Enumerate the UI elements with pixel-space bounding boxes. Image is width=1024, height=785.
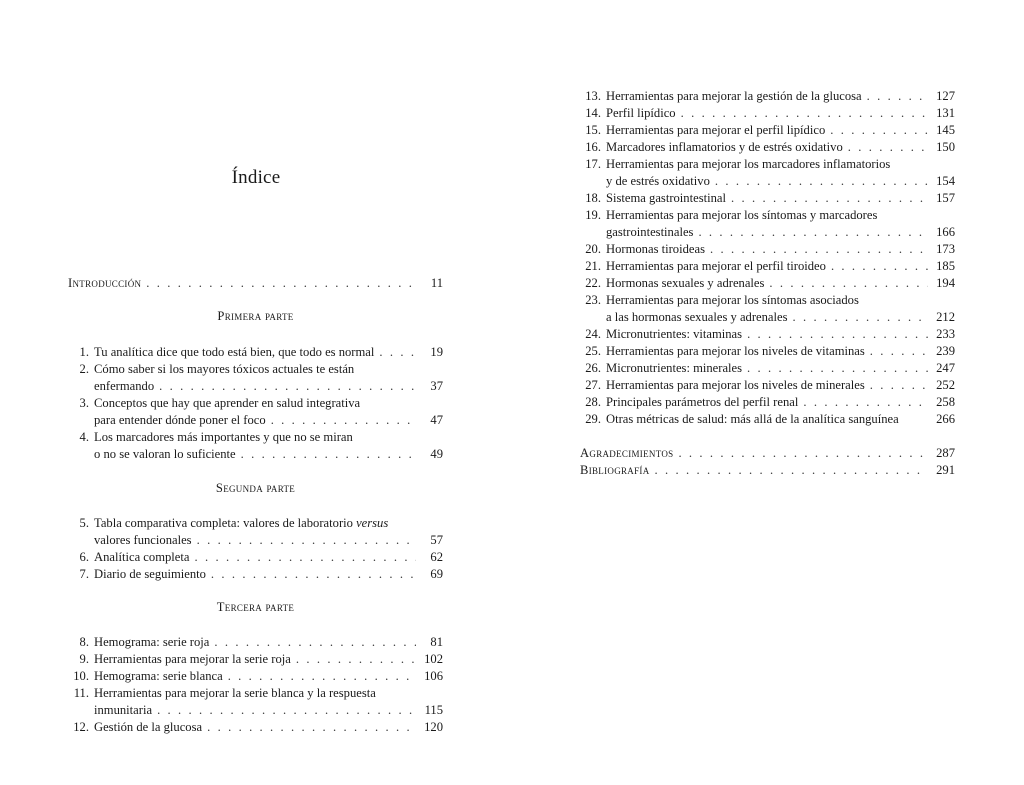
toc-entry-page: 131: [936, 106, 955, 120]
toc-entry-continuation[interactable]: [580, 224, 955, 241]
toc-entry-page: 239: [936, 344, 955, 358]
leader-dots: [146, 275, 416, 292]
toc-entry-continuation[interactable]: [580, 309, 955, 326]
toc-entry-label: Marcadores inflamatorios y de estrés oxidativo: [606, 140, 843, 154]
toc-entry-label: Micronutrientes: vitaminas: [606, 327, 743, 341]
leader-dots: [747, 326, 928, 343]
toc-section-tercera: [68, 634, 443, 736]
toc-entry-number: 23.: [585, 293, 601, 307]
toc-entry[interactable]: [580, 105, 955, 122]
toc-entry-continuation[interactable]: [68, 532, 443, 549]
leader-dots: [831, 258, 928, 275]
toc-entry-number: 20.: [585, 242, 601, 256]
toc-entry[interactable]: [68, 668, 443, 685]
toc-entry-page: 157: [936, 191, 955, 205]
toc-entry-label: valores funcionales: [94, 533, 192, 547]
toc-entry[interactable]: [68, 566, 443, 583]
toc-entry-label: inmunitaria: [94, 703, 153, 717]
toc-entry[interactable]: [580, 275, 955, 292]
leader-dots: [867, 88, 928, 105]
toc-entry[interactable]: [68, 685, 443, 702]
toc-entry-number: 7.: [79, 567, 89, 581]
toc-entry-label: Herramientas para mejorar los niveles de vitaminas: [606, 344, 865, 358]
toc-entry-label: Herramientas para mejorar la serie blanca y la respuesta: [94, 686, 376, 700]
toc-entry-agradecimientos[interactable]: [580, 445, 955, 462]
toc-entry-continuation[interactable]: [68, 412, 443, 429]
toc-entry-continuation[interactable]: [68, 446, 443, 463]
toc-entry-page: 247: [936, 361, 955, 375]
toc-entry-label: Herramientas para mejorar la serie roja: [94, 652, 291, 666]
toc-intro: [68, 275, 443, 292]
toc-entry-page: 194: [936, 276, 955, 290]
toc-entry-page: 287: [936, 446, 955, 460]
toc-entry-number: 25.: [585, 344, 601, 358]
toc-entry-label: Hemograma: serie roja: [94, 635, 210, 649]
toc-entry[interactable]: [580, 411, 955, 428]
leader-dots: [271, 412, 416, 429]
leader-dots: [681, 105, 928, 122]
toc-entry-label: Herramientas para mejorar los síntomas y marcadores: [606, 208, 878, 222]
leader-dots: [731, 190, 928, 207]
leader-dots: [194, 549, 416, 566]
part-heading-segunda: Segunda parte: [215, 481, 296, 495]
toc-entry-page: 291: [936, 463, 955, 477]
toc-entry[interactable]: [580, 343, 955, 360]
toc-entry-page: 145: [936, 123, 955, 137]
toc-entry-number: 12.: [73, 720, 89, 734]
toc-entry-number: 13.: [585, 89, 601, 103]
leader-dots: [769, 275, 928, 292]
toc-entry-page: 19: [430, 345, 443, 359]
toc-entry-label: enfermando: [94, 379, 155, 393]
toc-entry-number: 17.: [585, 157, 601, 171]
toc-entry-label: Hormonas sexuales y adrenales: [606, 276, 765, 290]
toc-entry-label: Sistema gastrointestinal: [606, 191, 726, 205]
toc-entry[interactable]: [580, 122, 955, 139]
leader-dots: [655, 462, 929, 479]
toc-entry[interactable]: [580, 207, 955, 224]
leader-dots: [241, 446, 416, 463]
leader-dots: [159, 378, 416, 395]
toc-entry[interactable]: [68, 429, 443, 446]
toc-section-primera: [68, 344, 443, 463]
toc-entry-page: 266: [936, 412, 955, 426]
toc-entry-label: a las hormonas sexuales y adrenales: [606, 310, 788, 324]
toc-entry-label: Hemograma: serie blanca: [94, 669, 223, 683]
toc-entry-label: Principales parámetros del perfil renal: [606, 395, 799, 409]
toc-entry-number: 5.: [79, 516, 89, 530]
toc-entry-page: 233: [936, 327, 955, 341]
toc-entry-continuation[interactable]: [68, 378, 443, 395]
toc-entry-number: 8.: [79, 635, 89, 649]
toc-entry-number: 9.: [79, 652, 89, 666]
toc-entry-label: Diario de seguimiento: [94, 567, 206, 581]
toc-entry[interactable]: [68, 515, 443, 532]
toc-right-page: [580, 88, 955, 479]
toc-entry-number: 14.: [585, 106, 601, 120]
toc-entry-bibliografia[interactable]: [580, 462, 955, 479]
toc-entry[interactable]: [580, 258, 955, 275]
toc-entry-label: Introducción: [68, 276, 142, 290]
leader-dots: [157, 702, 416, 719]
toc-entry[interactable]: [68, 395, 443, 412]
toc-entry-label: Otras métricas de salud: más allá de la analítica sanguínea: [606, 412, 899, 426]
toc-entry-label: Conceptos que hay que aprender en salud integrativa: [94, 396, 361, 410]
toc-entry-number: 27.: [585, 378, 601, 392]
part-heading-tercera: Tercera parte: [216, 600, 295, 614]
toc-entry[interactable]: [68, 719, 443, 736]
toc-entry-page: 252: [936, 378, 955, 392]
toc-entry-page: 127: [936, 89, 955, 103]
toc-entry-page: 173: [936, 242, 955, 256]
toc-entry[interactable]: [580, 88, 955, 105]
toc-entry-number: 16.: [585, 140, 601, 154]
leader-dots: [296, 651, 416, 668]
toc-entry-label: para entender dónde poner el foco: [94, 413, 266, 427]
toc-entry-number: 28.: [585, 395, 601, 409]
toc-entry-label: y de estrés oxidativo: [606, 174, 710, 188]
toc-entry-label: Herramientas para mejorar el perfil tiroideo: [606, 259, 826, 273]
leader-dots: [803, 394, 928, 411]
toc-entry[interactable]: [580, 139, 955, 156]
toc-entry-page: 166: [936, 225, 955, 239]
leader-dots: [379, 344, 416, 361]
toc-entry-page: 47: [430, 413, 443, 427]
toc-entry-page: 258: [936, 395, 955, 409]
toc-entry-number: 22.: [585, 276, 601, 290]
toc-entry-page: 106: [424, 669, 443, 683]
toc-entry[interactable]: [580, 360, 955, 377]
toc-entry-label: Agradecimientos: [580, 446, 674, 460]
toc-entry-page: 49: [430, 447, 443, 461]
toc-entry-page: 81: [430, 635, 443, 649]
toc-entry-page: 62: [430, 550, 443, 564]
leader-dots: [211, 566, 416, 583]
toc-entry-label: o no se valoran lo suficiente: [94, 447, 236, 461]
toc-entry-label: Micronutrientes: minerales: [606, 361, 743, 375]
leader-dots: [870, 377, 928, 394]
toc-entry-label: Cómo saber si los mayores tóxicos actuales te están: [94, 362, 355, 376]
toc-entry[interactable]: [580, 377, 955, 394]
toc-entry-label: Tabla comparativa completa: valores de laboratorio versus: [94, 516, 389, 530]
toc-entry-number: 10.: [73, 669, 89, 683]
toc-entry-label: Analítica completa: [94, 550, 190, 564]
leader-dots: [197, 532, 416, 549]
leader-dots: [870, 343, 928, 360]
toc-entry-label: Los marcadores más importantes y que no se miran: [94, 430, 353, 444]
toc-section-segunda: [68, 515, 443, 583]
toc-entry[interactable]: [580, 292, 955, 309]
toc-entry[interactable]: [580, 156, 955, 173]
toc-entry-number: 4.: [79, 430, 89, 444]
leader-dots: [678, 445, 928, 462]
toc-entry-label: Hormonas tiroideas: [606, 242, 705, 256]
toc-entry-continuation[interactable]: [580, 173, 955, 190]
toc-entry-page: 69: [430, 567, 443, 581]
toc-entry-number: 11.: [73, 686, 89, 700]
page-title: Índice: [231, 167, 281, 188]
leader-dots: [228, 668, 416, 685]
toc-entry-page: 102: [424, 652, 443, 666]
toc-entry[interactable]: [68, 275, 443, 292]
toc-entry-page: 120: [424, 720, 443, 734]
toc-entry[interactable]: [68, 344, 443, 361]
toc-entry-number: 21.: [585, 259, 601, 273]
toc-entry-page: 57: [430, 533, 443, 547]
leader-dots: [698, 224, 928, 241]
toc-entry-label: Herramientas para mejorar los marcadores inflamatorios: [606, 157, 891, 171]
toc-entry[interactable]: [580, 190, 955, 207]
toc-entry-page: 150: [936, 140, 955, 154]
toc-entry[interactable]: [68, 651, 443, 668]
toc-entry-number: 15.: [585, 123, 601, 137]
leader-dots: [710, 241, 928, 258]
leader-dots: [830, 122, 928, 139]
toc-entry-number: 18.: [585, 191, 601, 205]
toc-entry-number: 26.: [585, 361, 601, 375]
toc-entry-label: Gestión de la glucosa: [94, 720, 203, 734]
toc-entry-label: Herramientas para mejorar el perfil lipídico: [606, 123, 826, 137]
toc-entry-number: 3.: [79, 396, 89, 410]
toc-entry-number: 2.: [79, 362, 89, 376]
leader-dots: [715, 173, 928, 190]
leader-dots: [793, 309, 929, 326]
toc-entry-label: Tu analítica dice que todo está bien, que todo es normal: [94, 345, 375, 359]
toc-entry-label: Perfil lipídico: [606, 106, 676, 120]
toc-entry-number: 19.: [585, 208, 601, 222]
toc-entry-label: Herramientas para mejorar la gestión de la glucosa: [606, 89, 862, 103]
leader-dots: [747, 360, 928, 377]
toc-entry[interactable]: [68, 634, 443, 651]
part-heading-primera: Primera parte: [217, 309, 294, 323]
leader-dots: [207, 719, 416, 736]
toc-entry[interactable]: [580, 326, 955, 343]
toc-entry-number: 1.: [79, 345, 89, 359]
toc-entry-page: 185: [936, 259, 955, 273]
toc-entry[interactable]: [580, 241, 955, 258]
toc-entry[interactable]: [580, 394, 955, 411]
toc-entry[interactable]: [68, 549, 443, 566]
toc-entry-label: Herramientas para mejorar los niveles de minerales: [606, 378, 865, 392]
leader-dots: [214, 634, 416, 651]
toc-entry-page: 115: [424, 703, 443, 717]
toc-entry-number: 6.: [79, 550, 89, 564]
toc-entry-page: 212: [936, 310, 955, 324]
toc-entry-label: Herramientas para mejorar los síntomas asociados: [606, 293, 859, 307]
toc-entry-label: Bibliografía: [580, 463, 650, 477]
toc-entry-number: 29.: [585, 412, 601, 426]
toc-entry-number: 24.: [585, 327, 601, 341]
toc-entry-page: 37: [430, 379, 443, 393]
toc-entry-label: gastrointestinales: [606, 225, 694, 239]
toc-entry[interactable]: [68, 361, 443, 378]
leader-dots: [848, 139, 928, 156]
toc-entry-page: 11: [430, 276, 443, 290]
toc-entry-page: 154: [936, 174, 955, 188]
toc-entry-continuation[interactable]: [68, 702, 443, 719]
